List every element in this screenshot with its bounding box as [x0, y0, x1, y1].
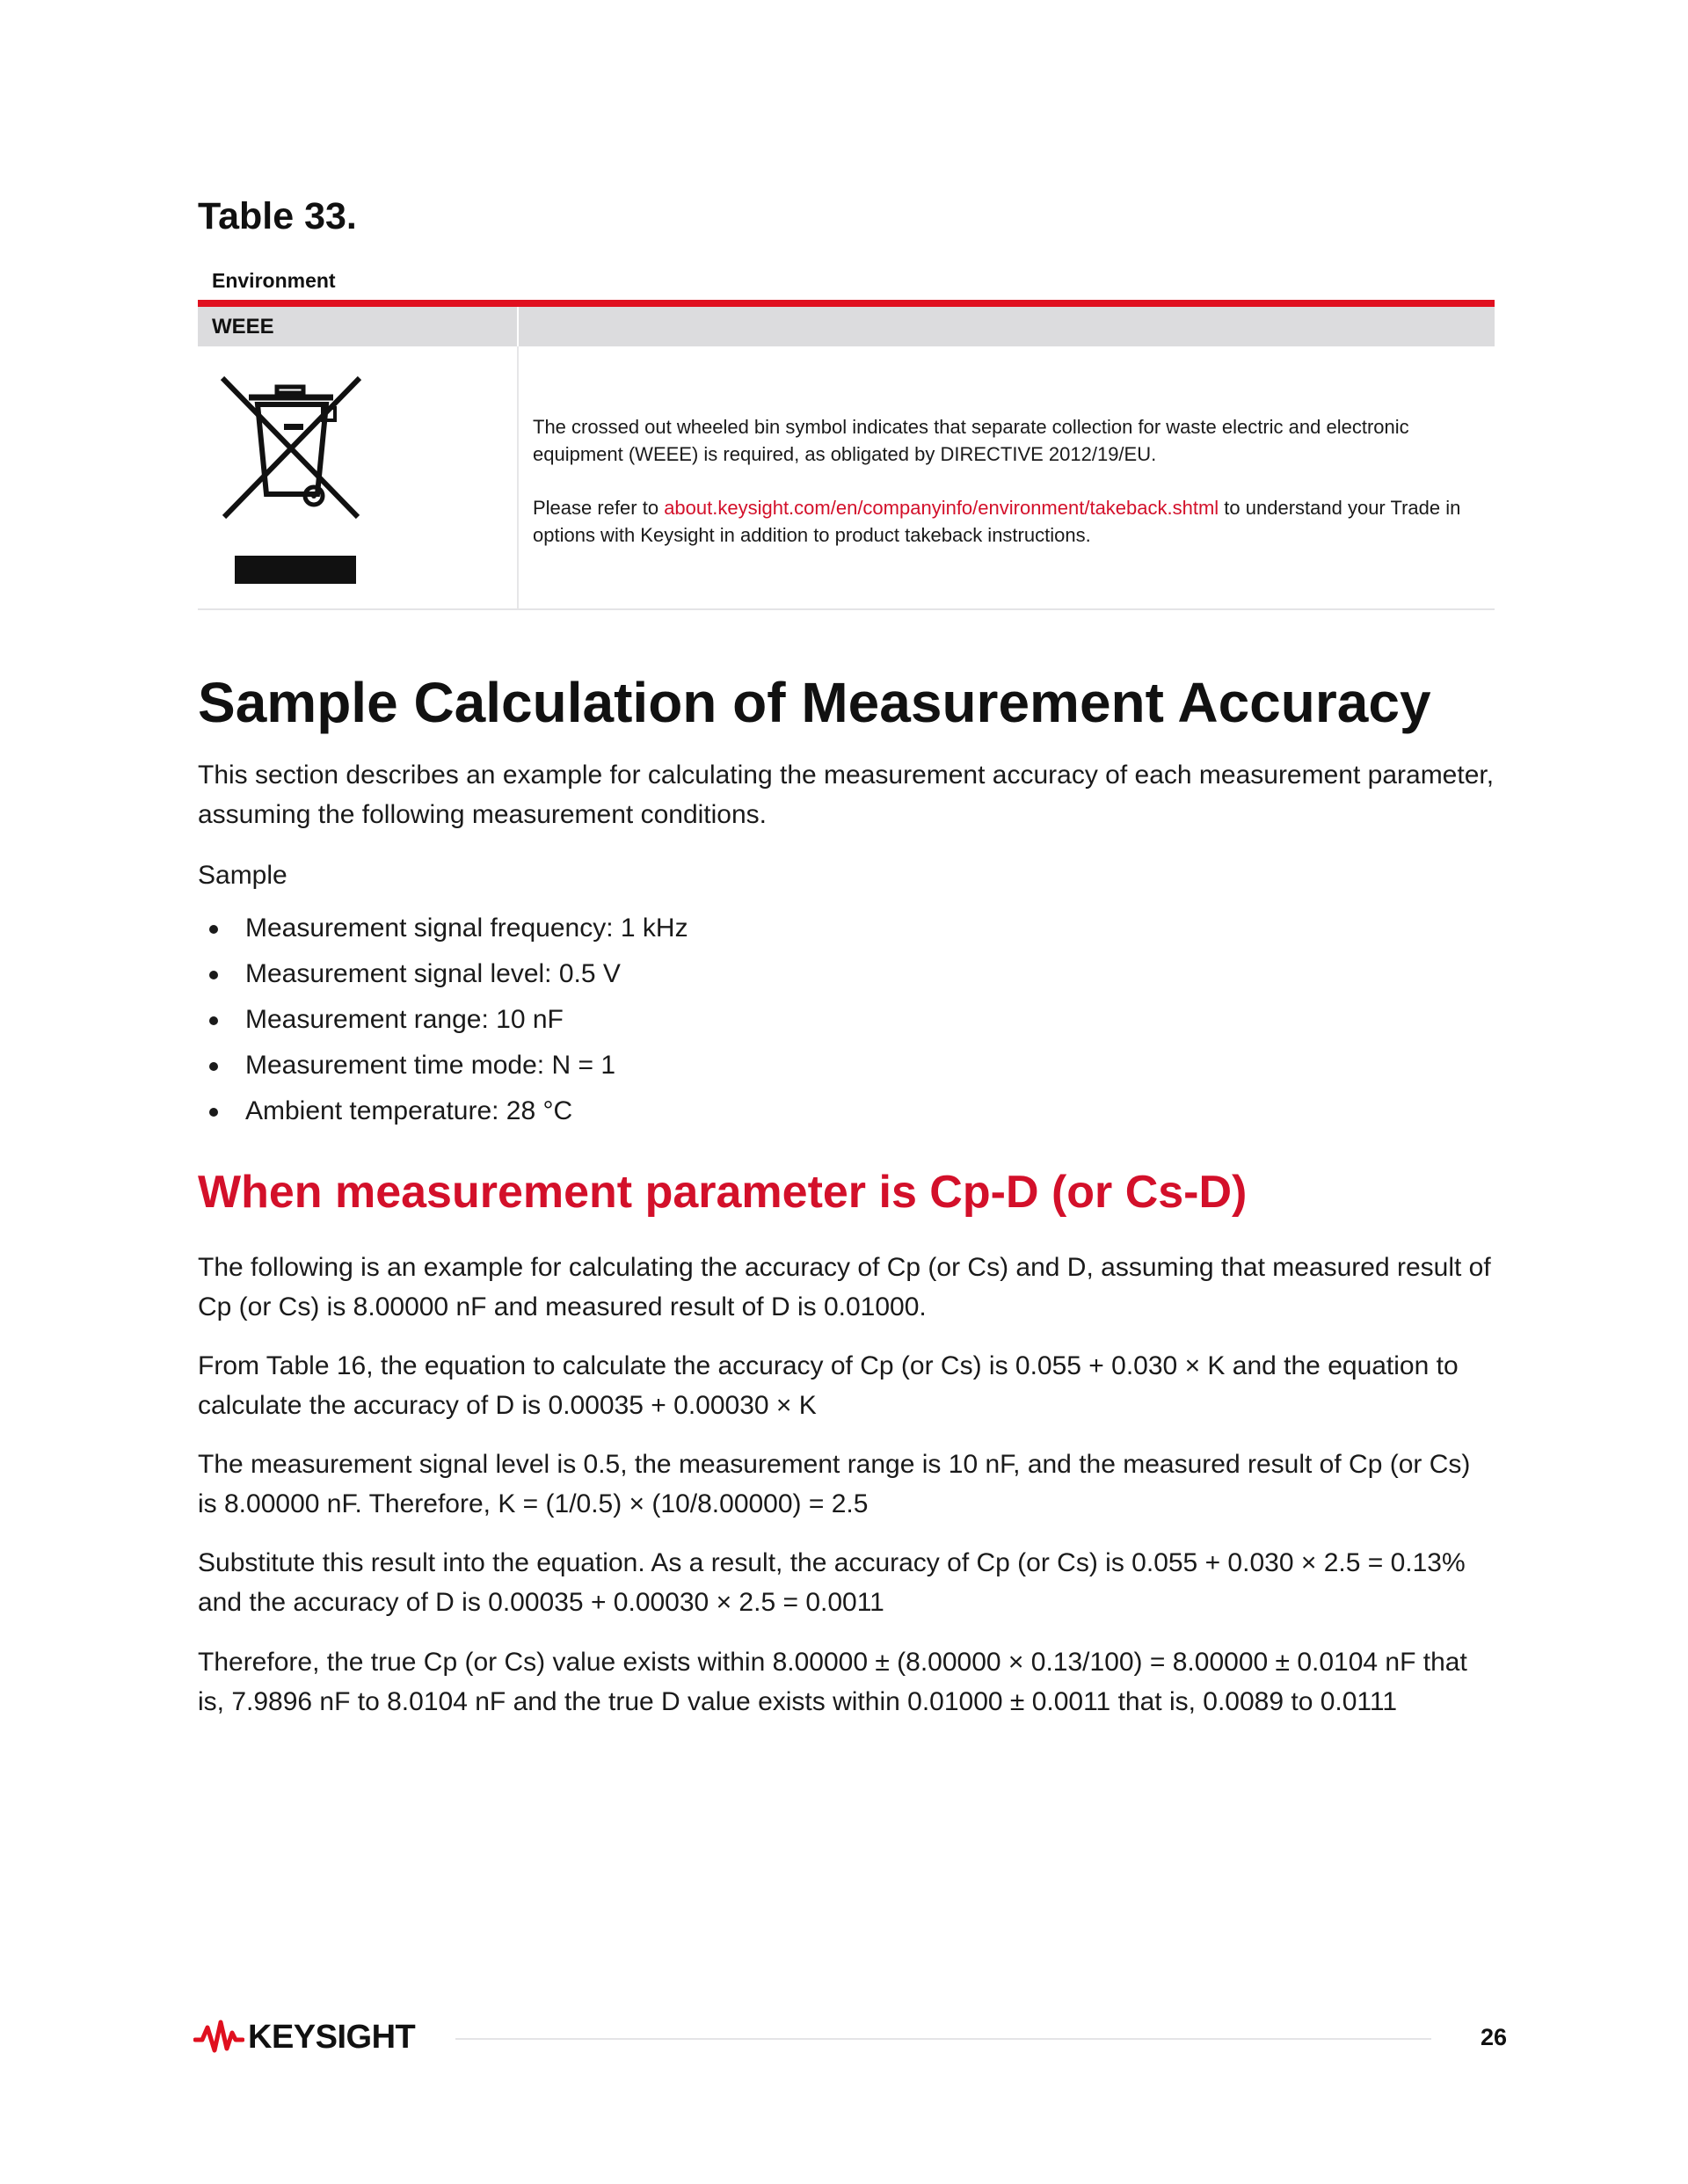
bullet-icon [209, 971, 218, 979]
condition-text: Measurement time mode: N = 1 [245, 1051, 616, 1080]
table-header-label: WEEE [212, 315, 274, 339]
condition-text: Measurement range: 10 nF [245, 1005, 564, 1034]
table-column-divider [517, 346, 519, 608]
paragraph: The measurement signal level is 0.5, the measurement range is 10 nF, and the measured result of Cp (or Cs) is 8.00000 nF. Therefore, K = (1/0.5) × (10/8.00000) = 2.5 [198, 1450, 1471, 1518]
sample-label: Sample [198, 861, 287, 890]
brand-name: KEYSIGHT [248, 2018, 416, 2056]
list-item [198, 1043, 688, 1088]
table-accent-bar [198, 300, 1495, 307]
paragraph: Therefore, the true Cp (or Cs) value exists within 8.00000 ± (8.00000 × 0.13/100) = 8.00000 ± 0.0104 nF that is, 7.9896 nF to 8.0104 nF and the true D value exists within 0.01000 ± 0.0011 that is, 0.0089 to 0.0111 [198, 1648, 1467, 1716]
crossed-out-wheeled-bin-icon [210, 369, 370, 586]
takeback-note [533, 494, 1465, 549]
table-description [533, 413, 1465, 575]
paragraph: From Table 16, the equation to calculate the accuracy of Cp (or Cs) is 0.055 + 0.030 × K and the equation to calculate the accuracy of D is 0.00035 + 0.00030 × K [198, 1351, 1459, 1420]
bullet-icon [209, 1108, 218, 1117]
conditions-list [198, 906, 688, 1134]
takeback-note-suffix: to understand your Trade in options with Keysight in addition to product takeback instructions. [533, 497, 1461, 546]
bullet-icon [209, 925, 218, 934]
condition-text: Measurement signal level: 0.5 V [245, 959, 621, 988]
section-heading: Sample Calculation of Measurement Accuracy [198, 671, 1431, 734]
table-header-row [198, 307, 1495, 346]
list-item [198, 1088, 688, 1134]
table-column-divider [517, 307, 519, 346]
keysight-logo [193, 2017, 415, 2057]
table-body-row [198, 346, 1495, 610]
paragraph: Substitute this result into the equation. As a result, the accuracy of Cp (or Cs) is 0.055 + 0.030 × 2.5 = 0.13% and the accuracy of D is 0.00035 + 0.00030 × 2.5 = 0.0011 [198, 1548, 1466, 1617]
condition-text: Ambient temperature: 28 °C [245, 1096, 573, 1125]
bullet-icon [209, 1062, 218, 1071]
list-item [198, 951, 688, 997]
footer-divider [455, 2038, 1431, 2040]
list-item [198, 906, 688, 951]
condition-text: Measurement signal frequency: 1 kHz [245, 914, 688, 943]
takeback-note-prefix: Please refer to [533, 497, 665, 519]
section-intro: This section describes an example for calculating the measurement accuracy of each measurement parameter, assuming the following measurement conditions. [198, 761, 1495, 829]
subsection-heading: When measurement parameter is Cp-D (or Cs-D) [198, 1167, 1248, 1218]
weee-description: The crossed out wheeled bin symbol indicates that separate collection for waste electric and electronic equipment (WEEE) is required, as obligated by DIRECTIVE 2012/19/EU. [533, 416, 1409, 465]
table-caption: Environment [212, 269, 336, 292]
table-title: Table 33. [198, 195, 357, 237]
page-number: 26 [1481, 2024, 1508, 2050]
bullet-icon [209, 1016, 218, 1025]
list-item [198, 997, 688, 1043]
paragraph: The following is an example for calculating the accuracy of Cp (or Cs) and D, assuming that measured result of Cp (or Cs) is 8.00000 nF and measured result of D is 0.01000. [198, 1253, 1491, 1321]
takeback-link[interactable]: about.keysight.com/en/companyinfo/environment/takeback.shtml [664, 497, 1219, 519]
keysight-wave-icon [193, 2017, 244, 2057]
